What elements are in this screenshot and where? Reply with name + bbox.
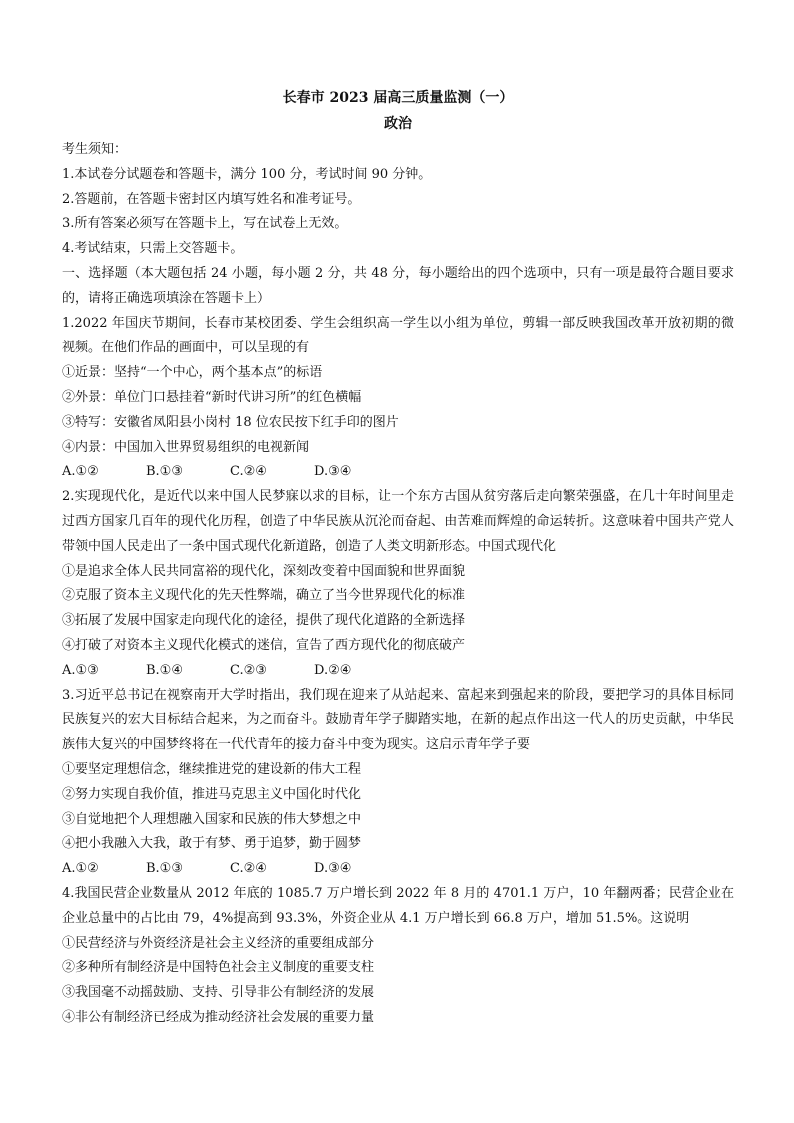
question-1 [62, 312, 734, 486]
notice-item: 2.答题前，在答题卡密封区内填写姓名和准考证号。 [62, 191, 361, 207]
section-heading: 一、选择题（本大题包括 24 小题，每小题 2 分，共 48 分，每小题给出的四个选项中，只有一项是最符合题目要求的，请将正确选项填涂在答题卡上） [62, 265, 734, 306]
option-c: C.②③ [230, 662, 267, 678]
answer-options [62, 460, 734, 485]
notice-item: 4.考试结束，只需上交答题卡。 [62, 241, 244, 257]
question-3 [62, 684, 734, 882]
option-a: A.①② [62, 464, 99, 480]
statement-item: ④打破了对资本主义现代化模式的迷信，宣告了西方现代化的彻底破产 [62, 637, 466, 653]
question-stem: 1.2022 年国庆节期间，长春市某校团委、学生会组织高一学生以小组为单位，剪辑一部反映我国改革开放初期的微视频。在他们作品的画面中，可以呈现的有 [62, 315, 734, 356]
statement-item: ②克服了资本主义现代化的先天性弊端，确立了当今世界现代化的标准 [62, 588, 466, 604]
statement-item: ④把小我融入大我，敢于有梦、勇于追梦，勤于圆梦 [62, 836, 362, 852]
question-stem: 4.我国民营企业数量从 2012 年底的 1085.7 万户增长到 2022 年 8 月的 4701.1 万户，10 年翻两番；民营企业在企业总量中的占比由 79，4%提高到 93.3%，外资企业从 4.1 万户增长到 66.8 万户，增加 51.5%。这说明 [62, 885, 734, 926]
option-c: C.②④ [230, 464, 267, 480]
statement-item: ③我国毫不动摇鼓励、支持、引导非公有制经济的发展 [62, 985, 375, 1001]
option-a: A.①③ [62, 662, 99, 678]
exam-title: 长春市 2023 届高三质量监测（一） [282, 90, 514, 106]
option-d: D.②④ [314, 662, 352, 678]
option-b: B.①④ [146, 662, 183, 678]
option-a: A.①② [62, 861, 99, 877]
notice-block [62, 138, 734, 262]
statement-item: ②努力实现自我价值，推进马克思主义中国化时代化 [62, 786, 362, 802]
option-c: C.②④ [230, 861, 267, 877]
option-d: D.③④ [314, 861, 352, 877]
statement-item: ④非公有制经济已经成为推动经济社会发展的重要力量 [62, 1009, 375, 1025]
statement-item: ①民营经济与外资经济是社会主义经济的重要组成部分 [62, 935, 375, 951]
question-stem: 3.习近平总书记在视察南开大学时指出，我们现在迎来了从站起来、富起来到强起来的阶段，要把学习的具体目标同民族复兴的宏大目标结合起来，为之而奋斗。鼓励青年学子脚踏实地，在新的起点作出这一代人的历史贡献，中华民族伟大复兴的中国梦终将在一代代青年的接力奋斗中变为现实。这启示青年学子要 [62, 687, 734, 753]
exam-page [62, 88, 734, 1031]
option-b: B.①③ [146, 464, 183, 480]
statement-item: ②外景：单位门口悬挂着“新时代讲习所”的红色横幅 [62, 389, 362, 405]
question-stem: 2.实现现代化，是近代以来中国人民梦寐以求的目标，让一个东方古国从贫穷落后走向繁荣强盛，在几十年时间里走过西方国家几百年的现代化历程，创造了中华民族从沉沦而奋起、由苦难而辉煌的命运转折。这意味着中国共产党人带领中国人民走出了一条中国式现代化新道路，创造了人类文明新形态。中国式现代化 [62, 489, 734, 554]
statement-item: ①是追求全体人民共同富裕的现代化，深刻改变着中国面貌和世界面貌 [62, 563, 466, 579]
answer-options [62, 659, 734, 684]
exam-subject: 政治 [384, 116, 412, 132]
question-2 [62, 485, 734, 683]
notice-item: 1.本试卷分试题卷和答题卡，满分 100 分，考试时间 90 分钟。 [62, 166, 432, 182]
option-b: B.①③ [146, 861, 183, 877]
statement-item: ③拓展了发展中国家走向现代化的途径，提供了现代化道路的全新选择 [62, 613, 466, 629]
statement-item: ②多种所有制经济是中国特色社会主义制度的重要支柱 [62, 960, 375, 976]
answer-options [62, 857, 734, 882]
option-d: D.③④ [314, 464, 352, 480]
statement-item: ④内景：中国加入世界贸易组织的电视新闻 [62, 439, 310, 455]
statement-item: ①要坚定理想信念，继续推进党的建设新的伟大工程 [62, 761, 362, 777]
statement-item: ③自觉地把个人理想融入国家和民族的伟大梦想之中 [62, 811, 362, 827]
statement-item: ③特写：安徽省凤阳县小岗村 18 位农民按下红手印的图片 [62, 414, 399, 430]
notice-item: 3.所有答案必须写在答题卡上，写在试卷上无效。 [62, 216, 348, 232]
notice-heading: 考生须知： [62, 142, 128, 157]
statement-item: ①近景：坚持“一个中心，两个基本点”的标语 [62, 365, 323, 381]
question-4 [62, 882, 734, 1031]
